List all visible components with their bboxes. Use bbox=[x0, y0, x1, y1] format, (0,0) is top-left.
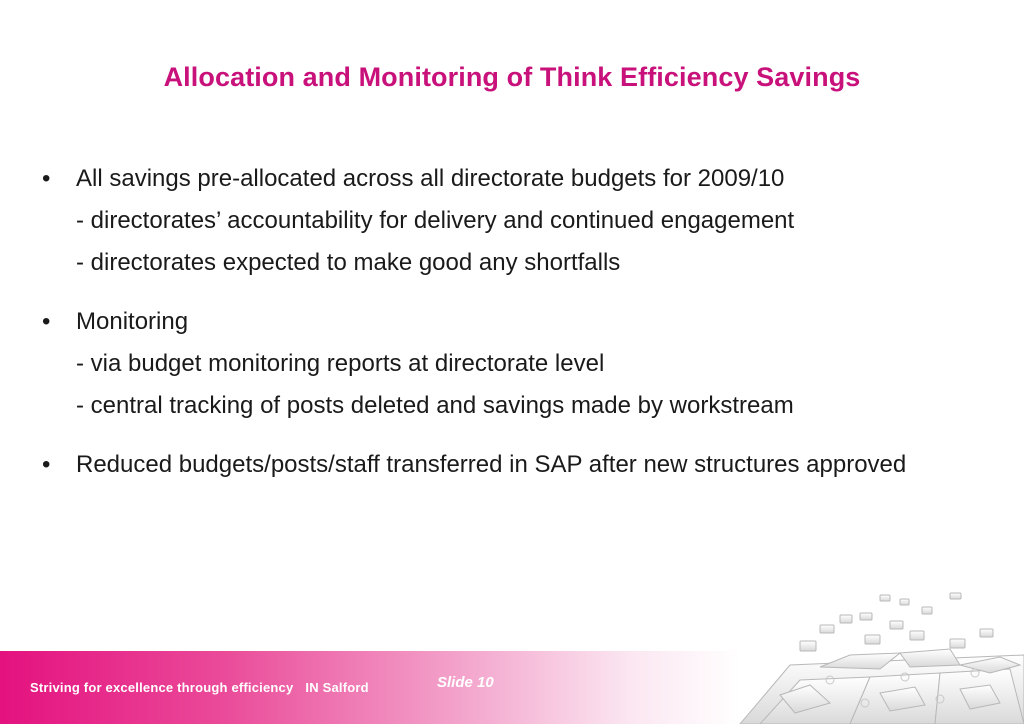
slide-title: Allocation and Monitoring of Think Efficiency Savings bbox=[163, 62, 861, 92]
sub-point: - directorates expected to make good any shortfalls bbox=[76, 249, 621, 276]
bullet-list bbox=[36, 162, 996, 507]
bullet-item bbox=[36, 162, 996, 280]
tagline-text: Striving for excellence through efficiency bbox=[30, 680, 294, 695]
bullet-item bbox=[36, 305, 996, 423]
slide-number: Slide 10 bbox=[437, 674, 494, 691]
bullet-marker: • bbox=[42, 451, 51, 478]
bullet-item bbox=[36, 448, 996, 482]
tagline-suffix: IN Salford bbox=[305, 680, 369, 695]
footer-tagline bbox=[30, 680, 369, 695]
sub-point: - directorates’ accountability for delivery and continued engagement bbox=[76, 207, 795, 234]
bullet-marker: • bbox=[42, 308, 51, 335]
bullet-text: Monitoring bbox=[76, 308, 189, 335]
sub-point: - via budget monitoring reports at directorate level bbox=[76, 350, 605, 377]
sub-point: - central tracking of posts deleted and savings made by workstream bbox=[76, 392, 794, 419]
bullet-text: All savings pre-allocated across all directorate budgets for 2009/10 bbox=[76, 165, 785, 192]
bullet-text: Reduced budgets/posts/staff transferred in SAP after new structures approved bbox=[76, 451, 907, 478]
bullet-marker: • bbox=[42, 165, 51, 192]
jigsaw-puzzle-icon bbox=[700, 585, 1024, 724]
